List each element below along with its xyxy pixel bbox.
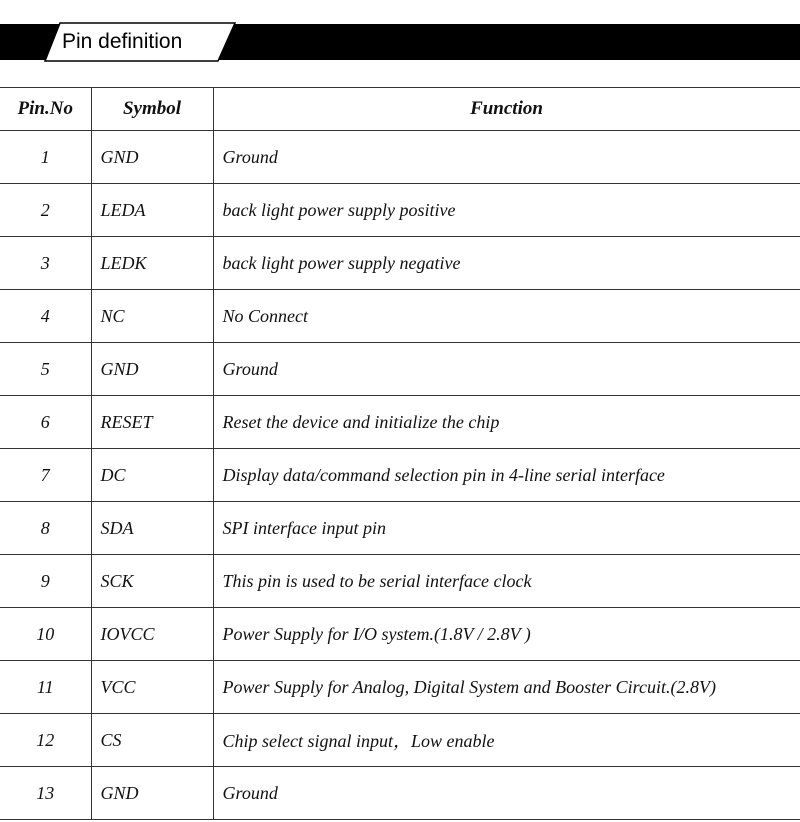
table-row — [0, 290, 800, 343]
pin-function: back light power supply positive — [213, 184, 800, 237]
pin-symbol: CS — [91, 714, 213, 767]
pin-number: 9 — [0, 555, 91, 608]
pin-symbol: DC — [91, 449, 213, 502]
header-symbol: Symbol — [91, 88, 213, 131]
header-function: Function — [213, 88, 800, 131]
table-row — [0, 714, 800, 767]
pin-number: 6 — [0, 396, 91, 449]
table-header-row — [0, 88, 800, 131]
pin-definition-table — [0, 87, 800, 820]
pin-function: No Connect — [213, 290, 800, 343]
table-row — [0, 661, 800, 714]
table-row — [0, 131, 800, 184]
pin-symbol: NC — [91, 290, 213, 343]
table-row — [0, 184, 800, 237]
pin-function: Ground — [213, 767, 800, 820]
pin-symbol: GND — [91, 767, 213, 820]
pin-function: SPI interface input pin — [213, 502, 800, 555]
pin-number: 3 — [0, 237, 91, 290]
pin-function: This pin is used to be serial interface clock — [213, 555, 800, 608]
pin-symbol: RESET — [91, 396, 213, 449]
pin-function: Ground — [213, 343, 800, 396]
pin-number: 13 — [0, 767, 91, 820]
section-title: Pin definition — [62, 30, 183, 53]
pin-number: 1 — [0, 131, 91, 184]
pin-function: Display data/command selection pin in 4-line serial interface — [213, 449, 800, 502]
header-pin-no: Pin.No — [0, 88, 91, 131]
pin-function: Power Supply for I/O system.(1.8V / 2.8V ) — [213, 608, 800, 661]
pin-symbol: SDA — [91, 502, 213, 555]
pin-number: 4 — [0, 290, 91, 343]
pin-function: back light power supply negative — [213, 237, 800, 290]
pin-symbol: LEDA — [91, 184, 213, 237]
table-row — [0, 237, 800, 290]
pin-number: 12 — [0, 714, 91, 767]
pin-number: 8 — [0, 502, 91, 555]
table-row — [0, 343, 800, 396]
pin-function: Chip select signal input，Low enable — [213, 714, 800, 767]
pin-symbol: GND — [91, 131, 213, 184]
pin-number: 2 — [0, 184, 91, 237]
pin-symbol: LEDK — [91, 237, 213, 290]
pin-symbol: IOVCC — [91, 608, 213, 661]
pin-function: Reset the device and initialize the chip — [213, 396, 800, 449]
table-row — [0, 767, 800, 820]
pin-number: 5 — [0, 343, 91, 396]
table-row — [0, 555, 800, 608]
pin-number: 7 — [0, 449, 91, 502]
section-title-tag — [44, 22, 236, 62]
pin-symbol: VCC — [91, 661, 213, 714]
pin-function: Ground — [213, 131, 800, 184]
pin-number: 10 — [0, 608, 91, 661]
pin-function: Power Supply for Analog, Digital System and Booster Circuit.(2.8V) — [213, 661, 800, 714]
table-row — [0, 608, 800, 661]
table-row — [0, 502, 800, 555]
pin-number: 11 — [0, 661, 91, 714]
pin-symbol: GND — [91, 343, 213, 396]
table-row — [0, 396, 800, 449]
pin-symbol: SCK — [91, 555, 213, 608]
table-row — [0, 449, 800, 502]
